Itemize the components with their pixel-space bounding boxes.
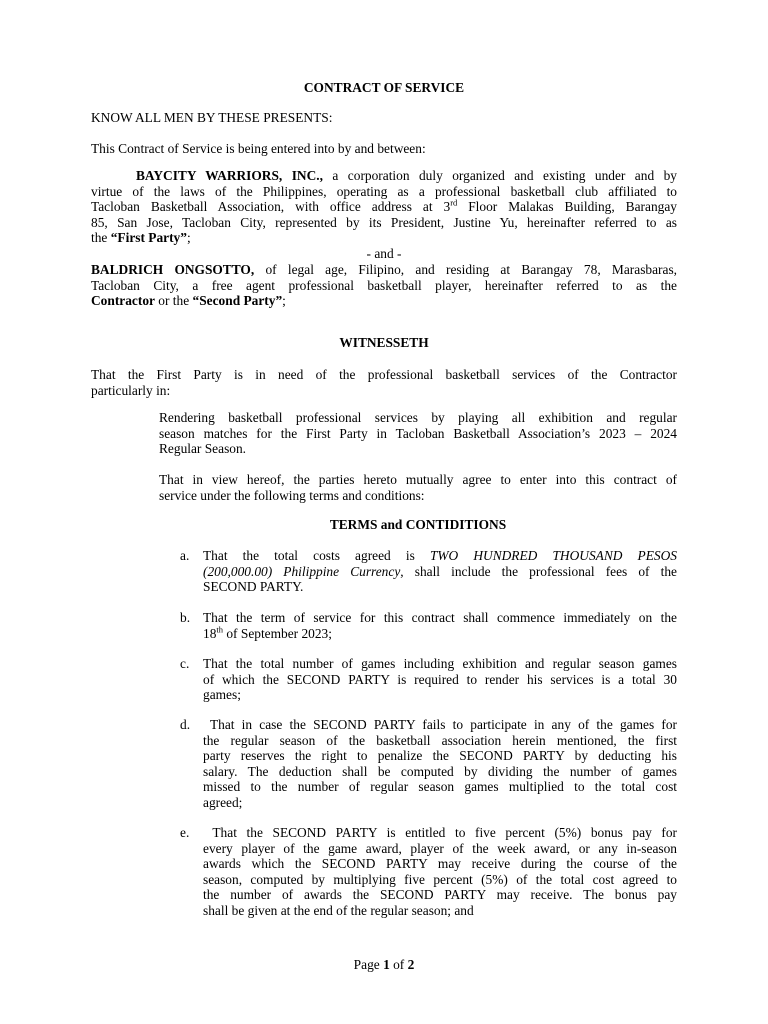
first-party-paragraph — [91, 168, 677, 246]
second-party-line-3-mid: or the — [154, 293, 193, 309]
item-c-text — [203, 656, 677, 703]
first-party-line-1-text: a corporation duly organized and existing under and by — [322, 168, 677, 183]
item-e-line-2: every player of the game award, player of the week award, or any in-season — [203, 840, 677, 856]
second-party-line-3-post: ; — [282, 293, 286, 309]
item-e-line-5: the number of awards the SECOND PARTY may receive. The bonus pay — [203, 887, 677, 903]
footer-of-word: of — [389, 957, 408, 972]
item-c-line-2: of which the SECOND PARTY is required to render his services is a total 30 — [203, 671, 677, 687]
footer-page-number: 1 — [383, 957, 390, 972]
item-b-letter: b. — [180, 610, 191, 625]
item-a-line-3: SECOND PARTY. — [203, 579, 304, 595]
footer-page-total: 2 — [407, 957, 415, 972]
first-party-line-5-pre: the — [91, 230, 111, 246]
item-e-line-1: That the SECOND PARTY is entitled to five percent (5%) bonus pay for — [203, 825, 677, 840]
item-b-day-suffix: th — [216, 624, 224, 635]
need-line-2: particularly in: — [91, 382, 171, 398]
render-line-2: season matches for the First Party in Tacloban Basketball Association’s 2023 – 2024 — [159, 425, 677, 441]
item-a-line-1 — [203, 548, 677, 564]
item-e-line-4: season, computed by multiplying five percent (5%) of the total cost agreed to — [203, 871, 677, 887]
contractor-label: Contractor — [91, 293, 155, 309]
view-paragraph — [159, 472, 677, 503]
item-a-letter: a. — [180, 548, 190, 563]
render-line-1: Rendering basketball professional services by playing all exhibition and regular — [159, 410, 677, 425]
terms-heading: TERMS and CONTIDITIONS — [329, 517, 507, 532]
second-party-name: BALDRICH ONGSOTTO, — [91, 262, 255, 277]
view-line-2: service under the following terms and conditions: — [159, 487, 425, 503]
item-b-line-2 — [203, 626, 677, 642]
second-party-label: “Second Party” — [192, 293, 283, 309]
item-d-letter: d. — [180, 717, 191, 732]
item-b-line-2-post: of September 2023; — [223, 625, 332, 641]
first-party-line-3 — [91, 199, 677, 215]
page-title: CONTRACT OF SERVICE — [303, 80, 465, 95]
item-b-text — [203, 610, 677, 641]
second-party-line-1 — [91, 262, 677, 278]
first-party-label: “First Party” — [110, 230, 187, 246]
footer-page-word: Page — [353, 957, 384, 972]
item-c-line-3: games; — [203, 687, 241, 703]
item-e-line-6: shall be given at the end of the regular season; and — [203, 902, 474, 918]
second-party-line-2: Tacloban City, a free agent professional basketball player, hereinafter referred to as the — [91, 277, 677, 293]
first-party-line-4: 85, San Jose, Tacloban City, represented by its President, Justine Yu, hereinafter referred to as — [91, 214, 677, 230]
first-party-line-3-post: Floor Malakas Building, Barangay — [457, 199, 677, 215]
item-a-text — [203, 548, 677, 595]
item-d-line-3: party reserves the right to penalize the SECOND PARTY by deducting his — [203, 748, 677, 764]
first-party-name: BAYCITY WARRIORS, INC., — [136, 168, 323, 183]
item-a-amount-words: TWO HUNDRED THOUSAND PESOS — [429, 548, 677, 563]
second-party-line-3 — [91, 293, 677, 309]
item-e-line-3: awards which the SECOND PARTY may receive during the course of the — [203, 856, 677, 872]
first-party-line-5 — [91, 230, 677, 246]
item-e-text — [203, 825, 677, 919]
item-a-amount-figure: (200,000.00) Philippine Currency — [203, 563, 401, 579]
first-party-line-1 — [91, 168, 677, 184]
witnesseth-heading: WITNESSETH — [339, 335, 429, 350]
item-b-day: 18 — [203, 625, 217, 641]
item-d-text — [203, 717, 677, 811]
item-a-line-1-pre: That the total costs agreed is — [203, 548, 430, 563]
item-c-line-1: That the total number of games including exhibition and regular season games — [203, 656, 677, 671]
item-b-line-1: That the term of service for this contract shall commence immediately on the — [203, 610, 677, 625]
know-all-heading: KNOW ALL MEN BY THESE PRESENTS: — [91, 110, 333, 125]
item-d-line-2: the regular season of the basketball association herein mentioned, the first — [203, 732, 677, 748]
need-paragraph — [91, 367, 677, 398]
item-d-line-4: salary. The deduction shall be computed by dividing the number of games — [203, 763, 677, 779]
first-party-line-5-post: ; — [186, 230, 191, 246]
first-party-line-3-pre: Tacloban Basketball Association, with office address at 3 — [91, 199, 451, 215]
render-paragraph — [159, 410, 677, 457]
second-party-line-1-text: of legal age, Filipino, and residing at Barangay 78, Marasbaras, — [254, 262, 678, 277]
view-line-1: That in view hereof, the parties hereto mutually agree to enter into this contract of — [159, 472, 677, 487]
second-party-paragraph — [91, 262, 677, 309]
item-a-line-2-post: , shall include the professional fees of the — [400, 563, 677, 579]
render-line-3: Regular Season. — [159, 441, 247, 457]
intro-paragraph: This Contract of Service is being entered into by and between: — [91, 141, 426, 156]
item-d-line-6: agreed; — [203, 794, 243, 810]
item-d-line-1: That in case the SECOND PARTY fails to participate in any of the games for — [203, 717, 677, 732]
first-party-line-2: virtue of the laws of the Philippines, operating as a professional basketball club affiliated to — [91, 183, 677, 199]
item-c-letter: c. — [180, 656, 190, 671]
need-line-1: That the First Party is in need of the professional basketball services of the Contractor — [91, 367, 677, 382]
item-a-line-2 — [203, 564, 677, 580]
and-separator: - and - — [366, 246, 402, 261]
page-footer — [0, 957, 768, 973]
first-party-line-3-sup: rd — [450, 197, 458, 208]
item-e-letter: e. — [180, 825, 190, 840]
item-d-line-5: missed to the number of regular season games multiplied to the total cost — [203, 779, 677, 795]
